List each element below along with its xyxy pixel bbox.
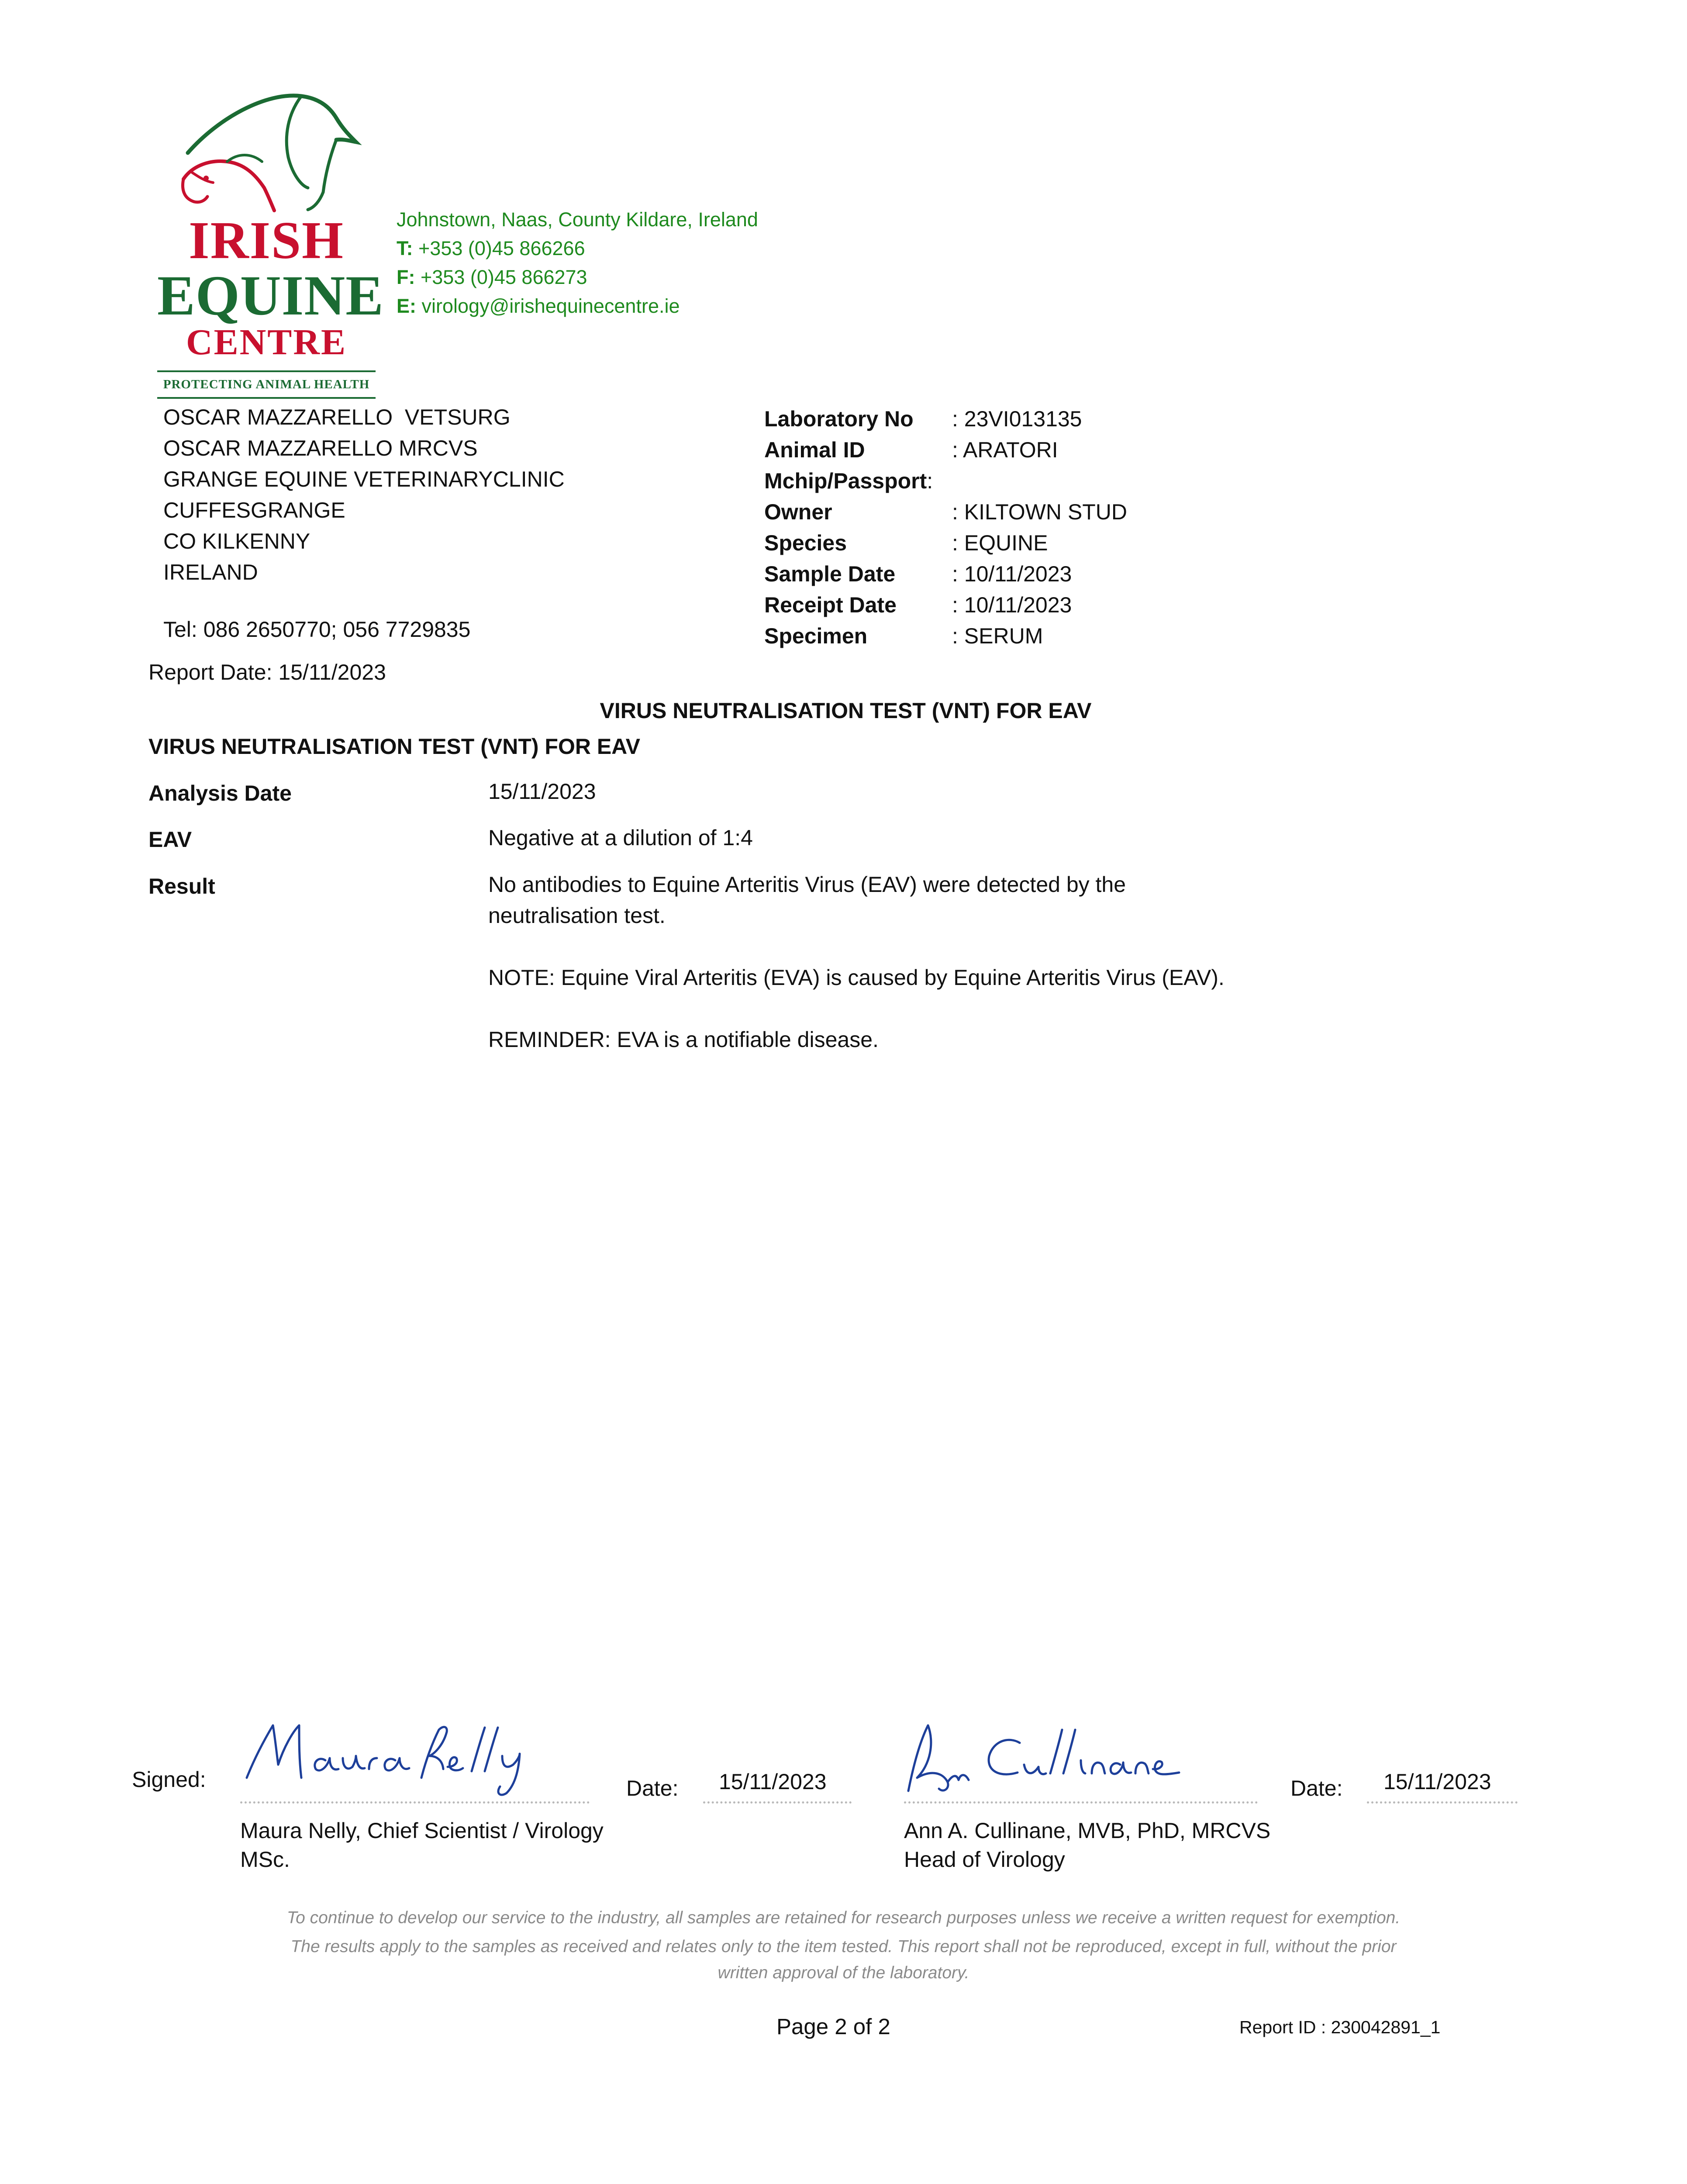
sample-info-label: Animal ID [764, 438, 865, 462]
sample-info-label: Receipt Date [764, 593, 897, 617]
result-text: No antibodies to Equine Arteritis Virus (EAV) were detected by the neutralisation test. [488, 872, 1126, 928]
recipient-line: OSCAR MAZZARELLO VETSURG [163, 405, 511, 429]
report-date: Report Date: 15/11/2023 [148, 660, 386, 684]
recipient-line: GRANGE EQUINE VETERINARYCLINIC [163, 467, 565, 491]
sample-info-label: Owner [764, 500, 832, 524]
disclaimer [0, 1904, 1687, 1987]
sample-info-label: Specimen [764, 624, 868, 648]
result-note: NOTE: Equine Viral Arteritis (EVA) is caused by Equine Arteritis Virus (EAV). [488, 965, 1225, 990]
recipient-address [163, 402, 565, 588]
irish-equine-centre-logo [157, 87, 384, 391]
sample-info-value: : KILTOWN STUD [952, 500, 1127, 524]
sample-info-value: : 10/11/2023 [952, 593, 1072, 617]
left-signatory [240, 1816, 604, 1874]
left-date-value: 15/11/2023 [719, 1769, 827, 1794]
result-reminder: REMINDER: EVA is a notifiable disease. [488, 1027, 879, 1052]
left-date-label: Date: [626, 1776, 679, 1800]
contact-phone: T: +353 (0)45 866266 [397, 237, 585, 259]
sample-info-row [764, 528, 1127, 559]
sample-info-row [764, 590, 1127, 621]
test-title-centered: VIRUS NEUTRALISATION TEST (VNT) FOR EAV [600, 698, 1092, 723]
disclaimer-line: written approval of the laboratory. [718, 1963, 969, 1982]
recipient-line: CO KILKENNY [163, 529, 310, 553]
logo-word-equine: EQUINE [157, 264, 384, 327]
right-signatory-name: Ann A. Cullinane, MVB, PhD, MRCVS [904, 1818, 1271, 1843]
sample-info-label: Species [764, 531, 847, 555]
sample-info-value: : 23VI013135 [952, 407, 1082, 431]
signature-maura-nelly-icon [238, 1712, 552, 1800]
test-section-heading: VIRUS NEUTRALISATION TEST (VNT) FOR EAV [148, 734, 640, 759]
sample-info-label: Laboratory No [764, 407, 914, 431]
page-number: Page 2 of 2 [776, 2014, 890, 2039]
result-label: Result [148, 874, 215, 898]
sample-info-row [764, 435, 1127, 466]
recipient-tel: Tel: 086 2650770; 056 7729835 [163, 617, 471, 642]
right-signature-line [904, 1801, 1258, 1804]
contact-email[interactable]: E: virology@irishequinecentre.ie [397, 295, 680, 317]
recipient-line: OSCAR MAZZARELLO MRCVS [163, 436, 478, 460]
analysis-date-label: Analysis Date [148, 781, 292, 805]
report-id: Report ID : 230042891_1 [1239, 2017, 1441, 2037]
sample-info-row [764, 559, 1127, 590]
sample-info-value: : 10/11/2023 [952, 562, 1072, 586]
logo-word-irish: IRISH [189, 211, 344, 270]
recipient-line: IRELAND [163, 560, 258, 584]
right-date-line [1367, 1801, 1518, 1804]
left-signatory-name: Maura Nelly, Chief Scientist / Virology [240, 1818, 604, 1843]
contact-address: Johnstown, Naas, County Kildare, Ireland [397, 208, 758, 231]
eav-value: Negative at a dilution of 1:4 [488, 826, 753, 850]
logo-tagline: PROTECTING ANIMAL HEALTH [157, 370, 376, 399]
result-body [488, 869, 1231, 1086]
sample-info-value: : EQUINE [952, 531, 1048, 555]
eav-label: EAV [148, 827, 192, 852]
sample-info-table [764, 404, 1127, 652]
sample-info-label: Sample Date [764, 562, 896, 586]
sample-info-value: : SERUM [952, 624, 1043, 648]
right-signatory-title: Head of Virology [904, 1847, 1065, 1872]
right-date-label: Date: [1290, 1776, 1343, 1800]
recipient-line: CUFFESGRANGE [163, 498, 345, 522]
sample-info-row [764, 404, 1127, 435]
sample-info-value: : [927, 469, 933, 493]
contact-block [397, 205, 758, 321]
left-signature-line [240, 1801, 590, 1804]
right-signatory [904, 1816, 1270, 1874]
signature-ann-cullinane-icon [900, 1717, 1205, 1800]
contact-fax: F: +353 (0)45 866273 [397, 266, 587, 288]
sample-info-label: Mchip/Passport [764, 469, 927, 493]
signed-label: Signed: [132, 1767, 206, 1792]
logo-word-centre: CENTRE [186, 322, 347, 363]
analysis-date-value: 15/11/2023 [488, 779, 596, 804]
left-date-line [703, 1801, 852, 1804]
disclaimer-line: To continue to develop our service to the industry, all samples are retained for research purposes unless we receive a written request for exemption. [286, 1908, 1401, 1927]
right-date-value: 15/11/2023 [1383, 1769, 1491, 1794]
sample-info-row [764, 466, 1127, 497]
sample-info-value: : ARATORI [952, 438, 1058, 462]
horse-head-logo-icon [157, 87, 376, 214]
disclaimer-line: The results apply to the samples as received and relates only to the item tested. This report shall not be reproduced, except in full, without the prior [290, 1937, 1397, 1956]
sample-info-row [764, 497, 1127, 528]
left-signatory-title: MSc. [240, 1847, 290, 1872]
sample-info-row [764, 621, 1127, 652]
